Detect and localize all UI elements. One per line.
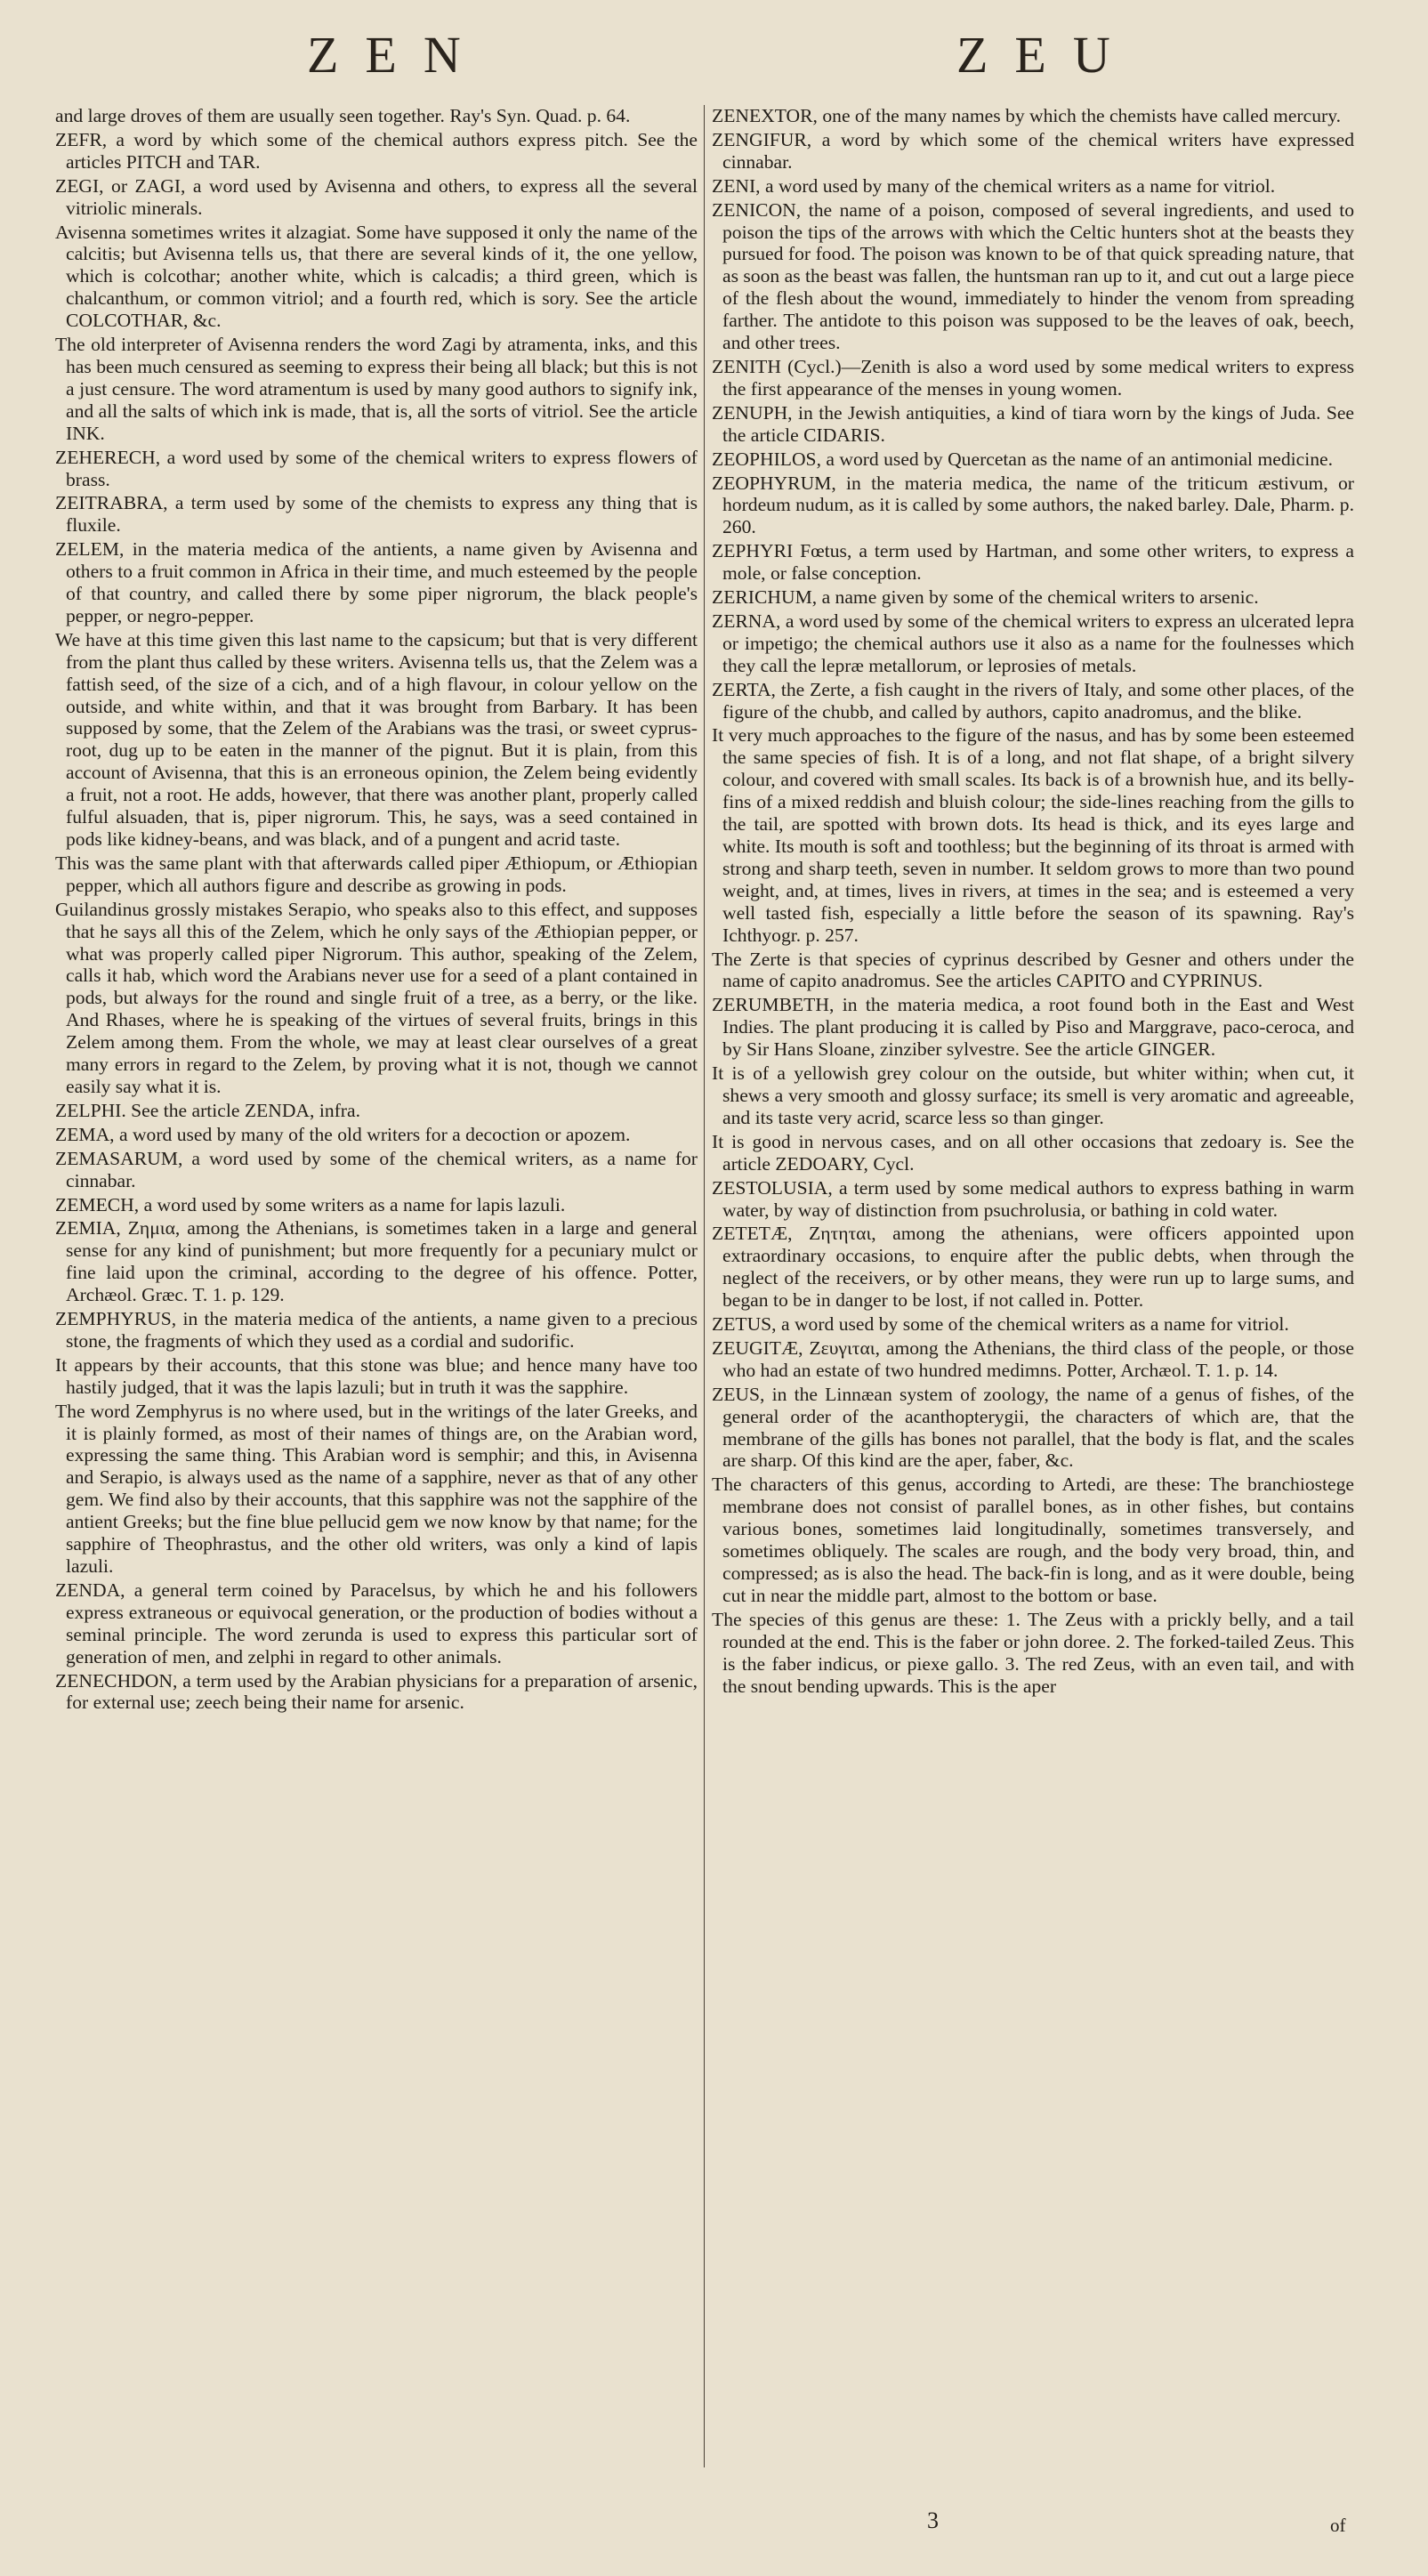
dictionary-entry: ZEUS, in the Linnæan system of zoology, the name of a genus of fishes, of the general order of the acanthopterygii, the characters of which are, that the membrane of the gills has bones not parallel, that the body is flat, and the scales are sharp. Of this kind are the aper, faber, &c. bbox=[712, 1383, 1354, 1472]
running-head-right: ZEU bbox=[956, 26, 1137, 84]
dictionary-entry: ZENEXTOR, one of the many names by which the chemists have called mercury. bbox=[712, 105, 1341, 126]
dictionary-entry: Guilandinus grossly mistakes Serapio, who speaks also to this effect, and supposes that he says all this of the Zelem, which he only says of the Æthiopian pepper, or what was properly called piper Nigrorum. This author, speaking of the Zelem, calls it hab, which word the Arabians never use for a seed of a plant contained in pods, but always for the round and single fruit of a tree, as a berry, or the like. And Rhases, where he is speaking of the virtues of several fruits, brings in this Zelem among them. From the whole, we may at least clear ourselves of a great many errors in regard to the Zelem, by proving what it is not, though we cannot easily say what it is. bbox=[55, 898, 698, 1097]
dictionary-entry: ZEPHYRI Fœtus, a term used by Hartman, and some other writers, to express a mole, or false conception. bbox=[712, 540, 1354, 585]
dictionary-entry: ZEMA, a word used by many of the old writers for a decoction or apozem. bbox=[55, 1123, 631, 1145]
dictionary-entry: ZEMASARUM, a word used by some of the chemical writers, as a name for cinnabar. bbox=[55, 1147, 698, 1191]
dictionary-entry: The old interpreter of Avisenna renders the word Zagi by atramenta, inks, and this has been much censured as seeming to express their being all black; but this is not a just censure. The word atramentum is used by many good authors to signify ink, and all the salts of which ink is made, that is, all the sorts of vitriol. See the article INK. bbox=[55, 334, 698, 444]
page-number: 3 bbox=[927, 2507, 939, 2533]
dictionary-entry: It is of a yellowish grey colour on the outside, but whiter within; when cut, it shews a very smooth and glossy surface; its smell is very aromatic and agreeable, and its taste very acrid, scarce less so than ginger. bbox=[712, 1062, 1354, 1128]
dictionary-entry: ZERICHUM, a name given by some of the chemical writers to arsenic. bbox=[712, 586, 1259, 609]
dictionary-entry: ZEMPHYRUS, in the materia medica of the antients, a name given to a precious stone, the fragments of which they used as a cordial and sudorific. bbox=[55, 1308, 698, 1352]
dictionary-entry: ZENECHDON, a term used by the Arabian physicians for a preparation of arsenic, for external use; zeech being their name for arsenic. bbox=[55, 1669, 698, 1714]
dictionary-entry: ZEFR, a word by which some of the chemical authors express pitch. See the articles PITCH and TAR. bbox=[55, 128, 698, 173]
dictionary-entry: The Zerte is that species of cyprinus described by Gesner and others under the name of capito anadromus. See the articles CAPITO and CYPRINUS. bbox=[712, 948, 1354, 992]
dictionary-entry: ZELPHI. See the article ZENDA, infra. bbox=[55, 1099, 360, 1121]
dictionary-entry: ZEMECH, a word used by some writers as a name for lapis lazuli. bbox=[55, 1193, 566, 1215]
dictionary-entry: ZEUGITÆ, Ζευγιται, among the Athenians, the third class of the people, or those who had an estate of two hundred medimns. Potter, Archæol. T. 1. p. 14. bbox=[712, 1336, 1354, 1381]
dictionary-entry: ZEOPHYRUM, in the materia medica, the name of the triticum æstivum, or hordeum nudum, as it is called by some authors, the naked barley. Dale, Pharm. p. 260. bbox=[712, 472, 1354, 538]
left-column bbox=[55, 105, 698, 1716]
right-column bbox=[712, 105, 1354, 1699]
dictionary-entry: ZETETÆ, Ζητηται, among the athenians, were officers appointed upon extraordinary occasions, to enquire after the public debts, when through the neglect of the receivers, or by other means, they were run up to large sums, and began to be in danger to be lost, if not called in. Potter. bbox=[712, 1223, 1354, 1312]
dictionary-entry: ZEOPHILOS, a word used by Quercetan as the name of an antimonial medicine. bbox=[712, 448, 1333, 470]
dictionary-entry: ZENGIFUR, a word by which some of the chemical writers have expressed cinnabar. bbox=[712, 128, 1354, 173]
dictionary-entry: ZENI, a word used by many of the chemical writers as a name for vitriol. bbox=[712, 174, 1276, 197]
dictionary-entry: This was the same plant with that afterwards called piper Æthiopum, or Æthiopian pepper, which all authors figure and describe as growing in pods. bbox=[55, 852, 698, 896]
dictionary-entry: ZERNA, a word used by some of the chemical writers to express an ulcerated lepra or impetigo; the chemical authors use it also as a name for the foulnesses which they call the lepræ metallorum, or leprosies of metals. bbox=[712, 610, 1354, 676]
dictionary-entry: The characters of this genus, according to Artedi, are these: The branchiostege membrane does not consist of parallel bones, as in other fishes, but contains various bones, sometimes laid longitudinally, sometimes transversely, and sometimes obliquely. The scales are rough, and the body very broad, thin, and compressed; as is also the head. The back-fin is long, and as it were double, being cut in near the middle part, almost to the bottom or base. bbox=[712, 1474, 1354, 1606]
dictionary-entry: ZERUMBETH, in the materia medica, a root found both in the East and West Indies. The plant producing it is called by Piso and Marggrave, paco-ceroca, and by Sir Hans Sloane, zinziber sylvestre. See the article GINGER. bbox=[712, 994, 1354, 1061]
dictionary-entry: Avisenna sometimes writes it alzagiat. Some have supposed it only the name of the calcitis; but Avisenna tells us, that there are several kinds of it, the one yellow, which is colcothar; another white, which is calcadis; a third green, which is chalcanthum, or common vitriol; and a fourth red, which is sory. See the article COLCOTHAR, &c. bbox=[55, 221, 698, 332]
dictionary-entry: ZENUPH, in the Jewish antiquities, a kind of tiara worn by the kings of Juda. See the article CIDARIS. bbox=[712, 401, 1354, 446]
dictionary-entry: ZELEM, in the materia medica of the antients, a name given by Avisenna and others to a fruit common in Africa in their time, and much esteemed by the people of that country, and called there by some piper nigrorum, the black people's pepper, or negro-pepper. bbox=[55, 538, 698, 626]
running-head-left: ZEN bbox=[307, 26, 488, 84]
dictionary-entry: ZENICON, the name of a poison, composed of several ingredients, and used to poison the tips of the arrows with which the Celtic hunters shot at the beasts they pursued for food. The poison was known to be of that quick spreading nature, that as soon as the beast was fallen, the huntsman ran up to it, and cut out a large piece of the flesh about the wound, immediately to hinder the venom from spreading farther. The antidote to this poison was supposed to be the leaves of oak, beech, and other trees. bbox=[712, 198, 1354, 354]
dictionary-entry: It is good in nervous cases, and on all other occasions that zedoary is. See the article ZEDOARY, Cycl. bbox=[712, 1130, 1354, 1175]
dictionary-entry: ZEMIA, Ζημια, among the Athenians, is sometimes taken in a large and general sense for any kind of punishment; but more frequently for a pecuniary mulct or fine laid upon the criminal, according to the degree of his offence. Potter, Archæol. Græc. T. 1. p. 129. bbox=[55, 1217, 698, 1306]
dictionary-entry: ZEITRABRA, a term used by some of the chemists to express any thing that is fluxile. bbox=[55, 492, 698, 537]
dictionary-entry: and large droves of them are usually seen together. Ray's Syn. Quad. p. 64. bbox=[55, 105, 631, 126]
dictionary-entry: We have at this time given this last name to the capsicum; but that is very different from the plant thus called by these writers. Avisenna tells us, that the Zelem was a fattish seed, of the size of a cich, and of a high flavour, in colour yellow on the outside, and white within, and that it was brought from Barbary. It has been supposed by some, that the Zelem of the Arabians was the trasi, or sweet cyprus-root, dug up to be eaten in the manner of the pignut. But it is plain, from this account of Avisenna, that this is an erroneous opinion, the Zelem being evidently a fruit, not a root. He adds, however, that there was another plant, properly called fulful alsuaden, that is, piper nigrorum. This, he says, was a seed contained in pods like kidney-beans, and was black, and of a pungent and acrid taste. bbox=[55, 628, 698, 850]
dictionary-entry: The word Zemphyrus is no where used, but in the writings of the later Greeks, and it is plainly formed, as most of their names of things are, on the Arabian word, expressing the same thing. This Arabian word is semphir; and this, in Avisenna and Serapio, is always used as the name of a sapphire, never as that of any other gem. We find also by their accounts, that this sapphire was not the sapphire of the antient Greeks; but the fine blue pellucid gem we now know by that name; for the sapphire of Theophrastus, and the other old writers, was only a kind of lapis lazuli. bbox=[55, 1400, 698, 1577]
column-divider bbox=[704, 105, 705, 2467]
dictionary-entry: ZERTA, the Zerte, a fish caught in the rivers of Italy, and some other places, of the figure of the chubb, and called by authors, capito anadromus, and the blike. bbox=[712, 678, 1354, 723]
dictionary-entry: It very much approaches to the figure of the nasus, and has by some been esteemed the same species of fish. It is of a long, and not flat shape, of a bright silvery colour, and covered with small scales. Its back is of a brownish hue, and its belly-fins of a mixed reddish and bluish colour; the side-lines reaching from the gills to the tail, are spotted with brown dots. Its head is thick, and its eyes large and white. Its mouth is soft and toothless; but the beginning of its throat is armed with strong and sharp teeth, seven in number. It seldom grows to more than two pound weight, and, at times, lives in rivers, at times in the sea; and is esteemed a very well tasted fish, especially a little before the season of its spawning. Ray's Ichthyogr. p. 257. bbox=[712, 724, 1354, 946]
dictionary-entry: ZETUS, a word used by some of the chemical writers as a name for vitriol. bbox=[712, 1313, 1289, 1336]
dictionary-entry: The species of this genus are these: 1. The Zeus with a prickly belly, and a tail rounded at the end. This is the faber or john doree. 2. The forked-tailed Zeus. This is the faber indicus, or piexe gallo. 3. The red Zeus, with an even tail, and with the snout bending upwards. This is the aper bbox=[712, 1608, 1354, 1697]
dictionary-entry: ZEHERECH, a word used by some of the chemical writers to express flowers of brass. bbox=[55, 446, 698, 490]
dictionary-entry: ZENITH (Cycl.)—Zenith is also a word used by some medical writers to express the first appearance of the menses in young women. bbox=[712, 355, 1354, 400]
dictionary-entry: ZEGI, or ZAGI, a word used by Avisenna and others, to express all the several vitriolic minerals. bbox=[55, 174, 698, 219]
dictionary-entry: It appears by their accounts, that this stone was blue; and hence many have too hastily judged, that it was the lapis lazuli; but in truth it was the sapphire. bbox=[55, 1353, 698, 1398]
catchword: of bbox=[1330, 2515, 1346, 2536]
dictionary-entry: ZESTOLUSIA, a term used by some medical authors to express bathing in warm water, by way of distinction from psuchrolusia, or bathing in cold water. bbox=[712, 1176, 1354, 1221]
dictionary-entry: ZENDA, a general term coined by Paracelsus, by which he and his followers express extraneous or equivocal generation, or the production of bodies without a seminal principle. The word zerunda is used to express this particular sort of generation of men, and zelphi in regard to other animals. bbox=[55, 1579, 698, 1668]
